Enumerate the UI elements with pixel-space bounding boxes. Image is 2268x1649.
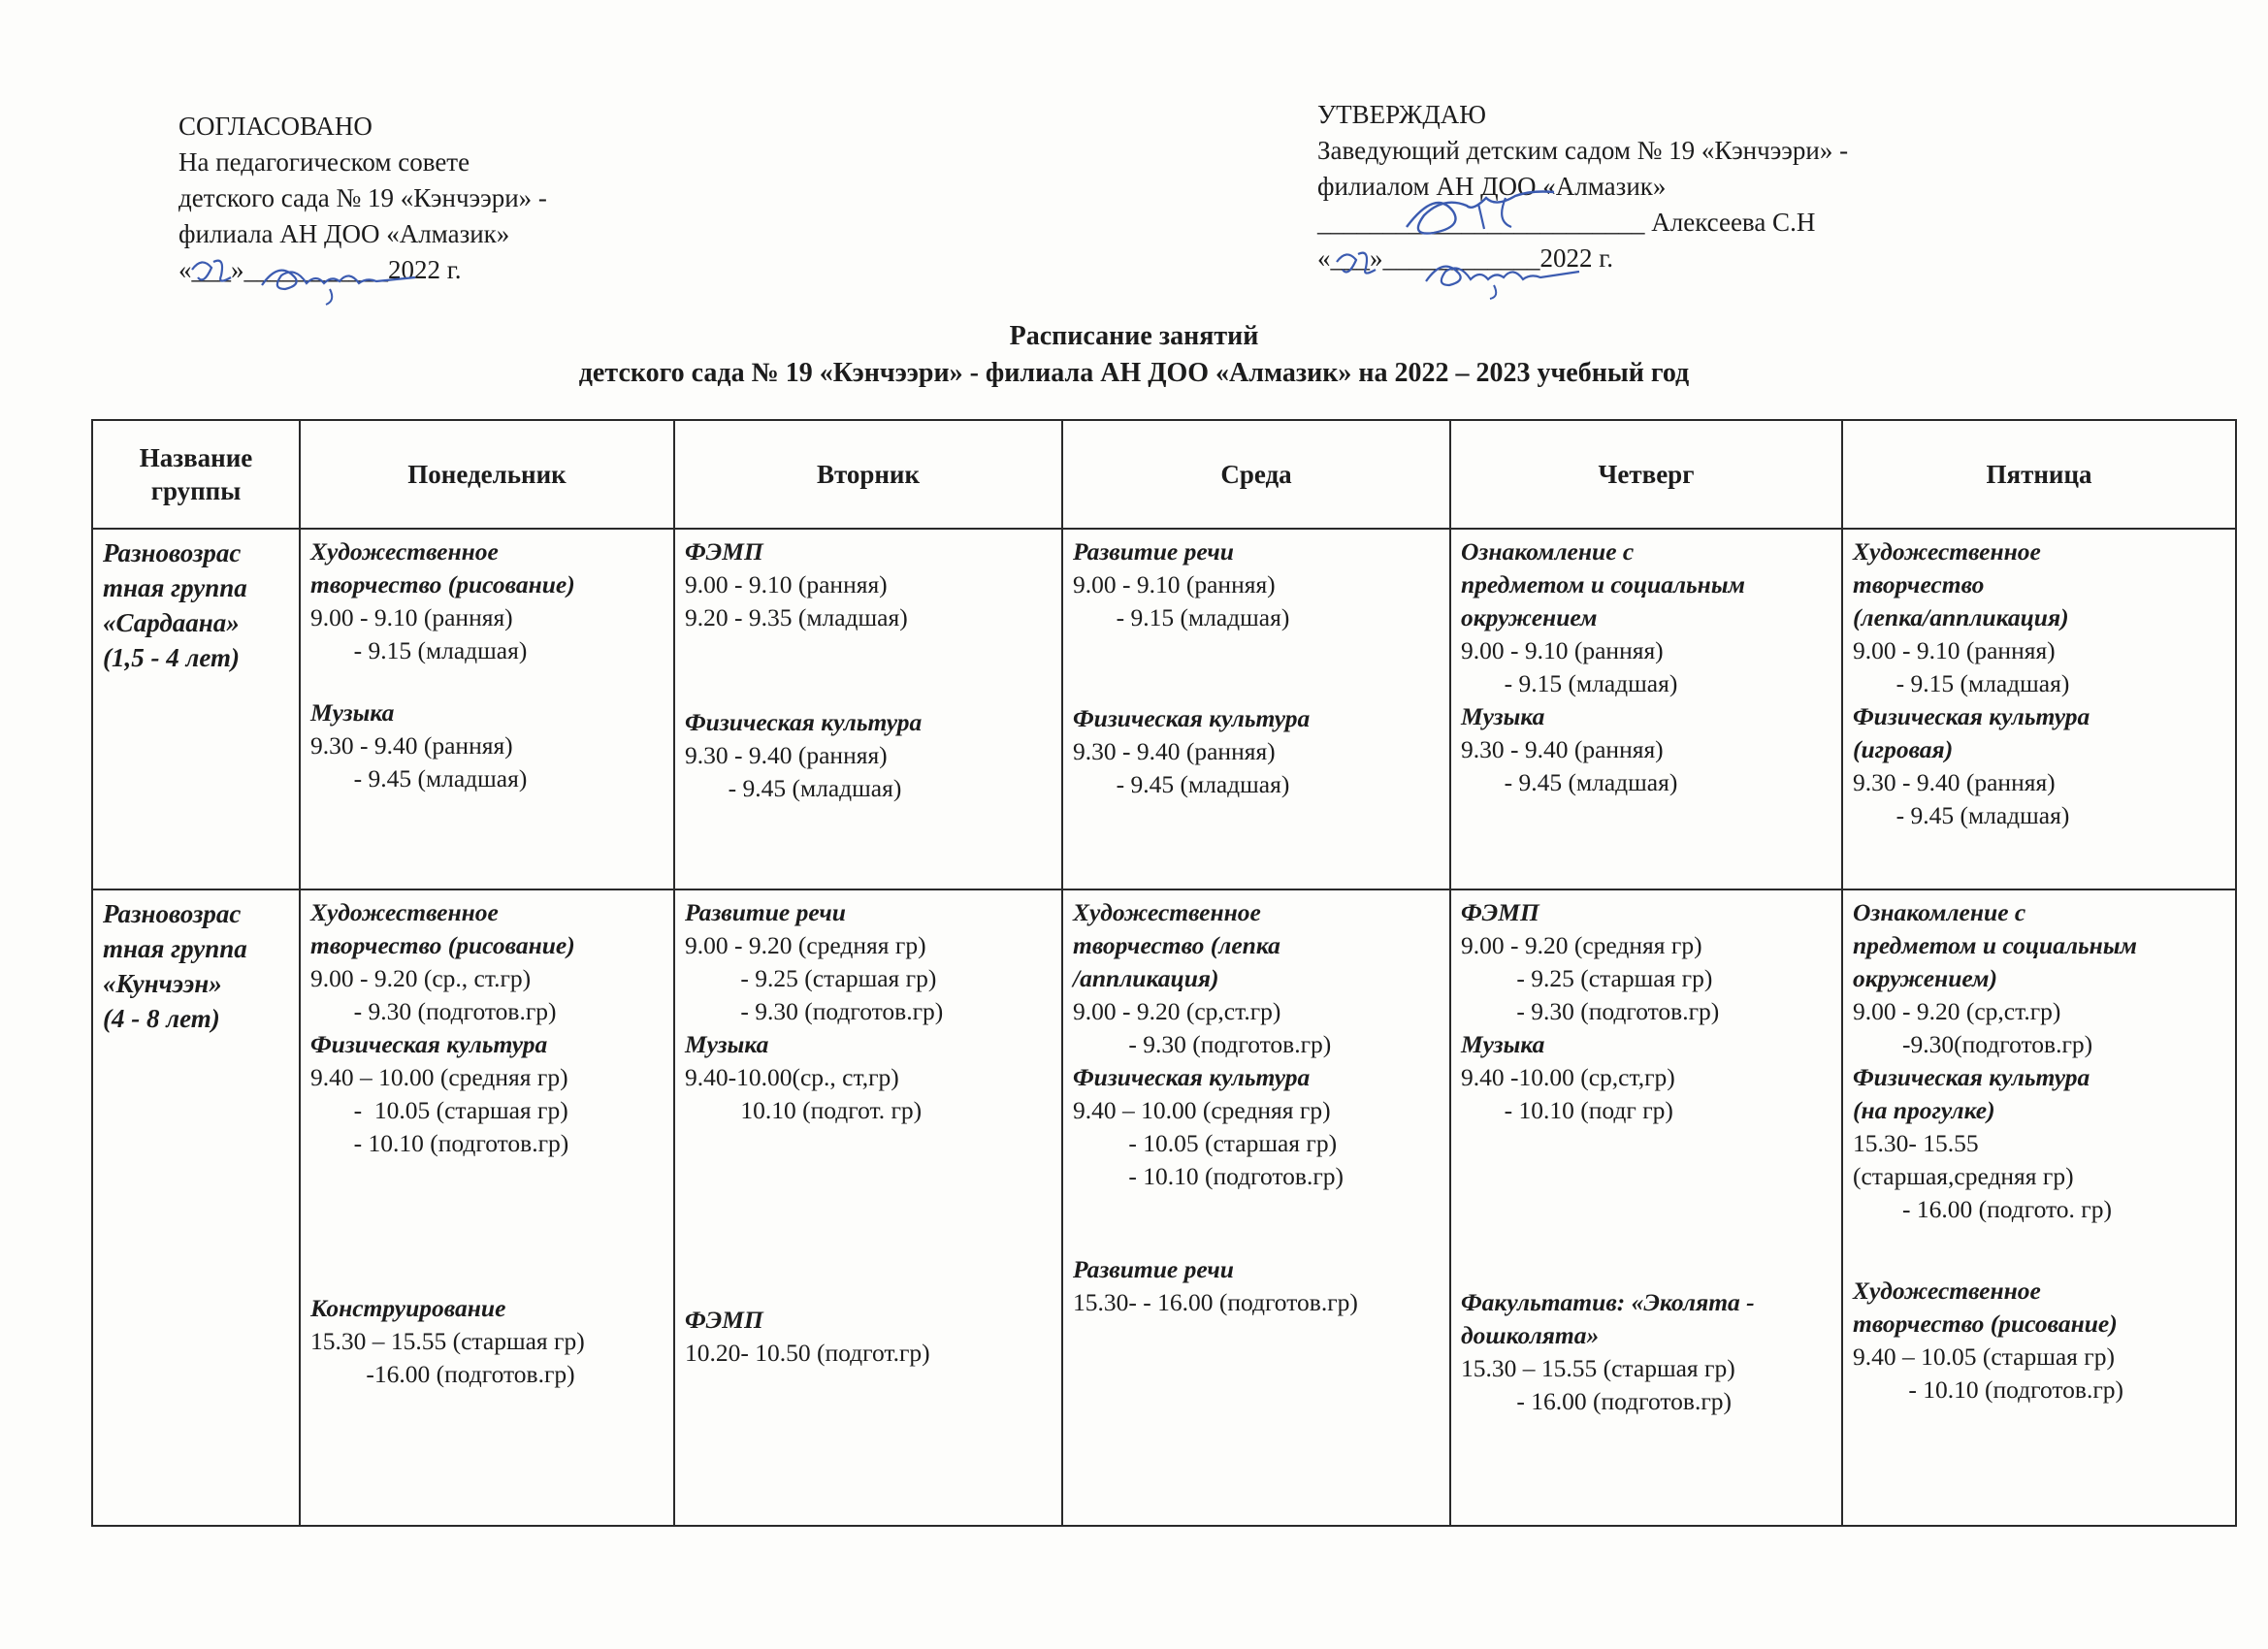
- schedule-cell: [1842, 889, 2236, 1526]
- schedule-cell: [674, 529, 1062, 889]
- lesson-entry: Художественное творчество (лепка /аппликация) 9.00 - 9.20 (ср,ст.гр) - 9.30 (подготов.гр): [1073, 898, 1332, 1058]
- schedule-cell: [1062, 529, 1450, 889]
- lesson-entry: Физическая культура 9.30 - 9.40 (ранняя) - 9.45 (младшая): [685, 708, 923, 802]
- lesson-entry: Музыка 9.40 -10.00 (ср,ст,гр) - 10.10 (подг гр): [1461, 1030, 1675, 1124]
- schedule-cell: [1062, 889, 1450, 1526]
- document-title: [0, 318, 2268, 392]
- lesson-entry: Физическая культура (на прогулке) 15.30- 15.55 (старшая,средняя гр) - 16.00 (подгото. гр): [1853, 1063, 2112, 1223]
- lesson-entry: Художественное творчество (рисование) 9.00 - 9.20 (ср., ст.гр) - 9.30 (подготов.гр): [310, 898, 575, 1025]
- agreed-heading: СОГЛАСОВАНО: [178, 112, 373, 141]
- lesson-entry: Конструирование 15.30 – 15.55 (старшая гр) -16.00 (подготов.гр): [310, 1294, 585, 1388]
- lesson-entry: Физическая культура 9.30 - 9.40 (ранняя) - 9.45 (младшая): [1073, 704, 1311, 798]
- lesson-entry: Ознакомление с предметом и социальным окружением 9.00 - 9.10 (ранняя) - 9.15 (младшая): [1461, 537, 1746, 697]
- approved-signature-line: _________________________ Алексеева С.Н: [1317, 208, 1816, 237]
- title-line-2: детского сада № 19 «Кэнчээри» - филиала АН ДОО «Алмазик» на 2022 – 2023 учебный год: [578, 358, 1690, 388]
- table-row: [92, 529, 2236, 889]
- header-row: [92, 420, 2236, 529]
- lesson-entry: Физическая культура 9.40 – 10.00 (средняя гр) - 10.05 (старшая гр) - 10.10 (подготов.гр): [310, 1030, 569, 1157]
- lesson-entry: Ознакомление с предметом и социальным окружением) 9.00 - 9.20 (ср,ст.гр) -9.30(подготов.гр): [1853, 898, 2138, 1058]
- table-row: [92, 889, 2236, 1526]
- schedule-cell: [1450, 529, 1842, 889]
- lesson-entry: Художественное творчество (рисование) 9.40 – 10.05 (старшая гр) - 10.10 (подготов.гр): [1853, 1277, 2124, 1404]
- header-friday: Пятница: [1842, 420, 2236, 529]
- approved-date-line: «___»____________2022 г.: [1317, 243, 1614, 273]
- schedule-cell: [300, 529, 674, 889]
- lesson-entry: Художественное творчество (рисование) 9.00 - 9.10 (ранняя) - 9.15 (младшая): [310, 537, 575, 664]
- header-tuesday: Вторник: [674, 420, 1062, 529]
- title-line-1: Расписание занятий: [1009, 321, 1259, 351]
- lesson-entry: Музыка 9.40-10.00(ср., ст,гр) 10.10 (подгот. гр): [685, 1030, 923, 1124]
- approved-line: Заведующий детским садом № 19 «Кэнчээри» -: [1317, 136, 1849, 165]
- approved-line: филиалом АН ДОО «Алмазик»: [1317, 172, 1667, 201]
- lesson-entry: Развитие речи 15.30- - 16.00 (подготов.гр): [1073, 1255, 1358, 1316]
- header-wednesday: Среда: [1062, 420, 1450, 529]
- header-group: Название группы: [92, 420, 300, 529]
- group-cell: Разновозрас тная группа «Кунчээн» (4 - 8 лет): [92, 889, 300, 1526]
- lesson-entry: ФЭМП 10.20- 10.50 (подгот.гр): [685, 1306, 930, 1367]
- lesson-entry: ФЭМП 9.00 - 9.20 (средняя гр) - 9.25 (старшая гр) - 9.30 (подготов.гр): [1461, 898, 1720, 1025]
- agreed-block: [178, 109, 547, 288]
- lesson-entry: Музыка 9.30 - 9.40 (ранняя) - 9.45 (младшая): [1461, 702, 1678, 796]
- lesson-entry: Развитие речи 9.00 - 9.20 (средняя гр) - 9.25 (старшая гр) - 9.30 (подготов.гр): [685, 898, 944, 1025]
- agreed-line: детского сада № 19 «Кэнчээри» -: [178, 183, 547, 212]
- group-cell: Разновозрас тная группа «Сардаана» (1,5 - 4 лет): [92, 529, 300, 889]
- schedule-table: [91, 419, 2237, 1527]
- lesson-entry: Физическая культура 9.40 – 10.00 (средняя гр) - 10.05 (старшая гр) - 10.10 (подготов.гр): [1073, 1063, 1345, 1190]
- header-monday: Понедельник: [300, 420, 674, 529]
- lesson-entry: Факультатив: «Эколята - дошколята» 15.30 – 15.55 (старшая гр) - 16.00 (подготов.гр): [1461, 1288, 1755, 1415]
- agreed-date-line: «___»___________2022 г.: [178, 255, 462, 284]
- approved-heading: УТВЕРЖДАЮ: [1317, 100, 1487, 129]
- approved-block: [1317, 97, 1848, 276]
- agreed-line: филиала АН ДОО «Алмазик»: [178, 219, 510, 248]
- schedule-cell: [300, 889, 674, 1526]
- lesson-entry: ФЭМП 9.00 - 9.10 (ранняя) 9.20 - 9.35 (младшая): [685, 537, 908, 631]
- schedule-cell: [1450, 889, 1842, 1526]
- lesson-entry: Физическая культура (игровая) 9.30 - 9.40 (ранняя) - 9.45 (младшая): [1853, 702, 2090, 829]
- header-thursday: Четверг: [1450, 420, 1842, 529]
- schedule-cell: [1842, 529, 2236, 889]
- lesson-entry: Развитие речи 9.00 - 9.10 (ранняя) - 9.15 (младшая): [1073, 537, 1290, 631]
- agreed-line: На педагогическом совете: [178, 147, 470, 177]
- lesson-entry: Музыка 9.30 - 9.40 (ранняя) - 9.45 (младшая): [310, 698, 528, 792]
- schedule-cell: [674, 889, 1062, 1526]
- lesson-entry: Художественное творчество (лепка/аппликация) 9.00 - 9.10 (ранняя) - 9.15 (младшая): [1853, 537, 2070, 697]
